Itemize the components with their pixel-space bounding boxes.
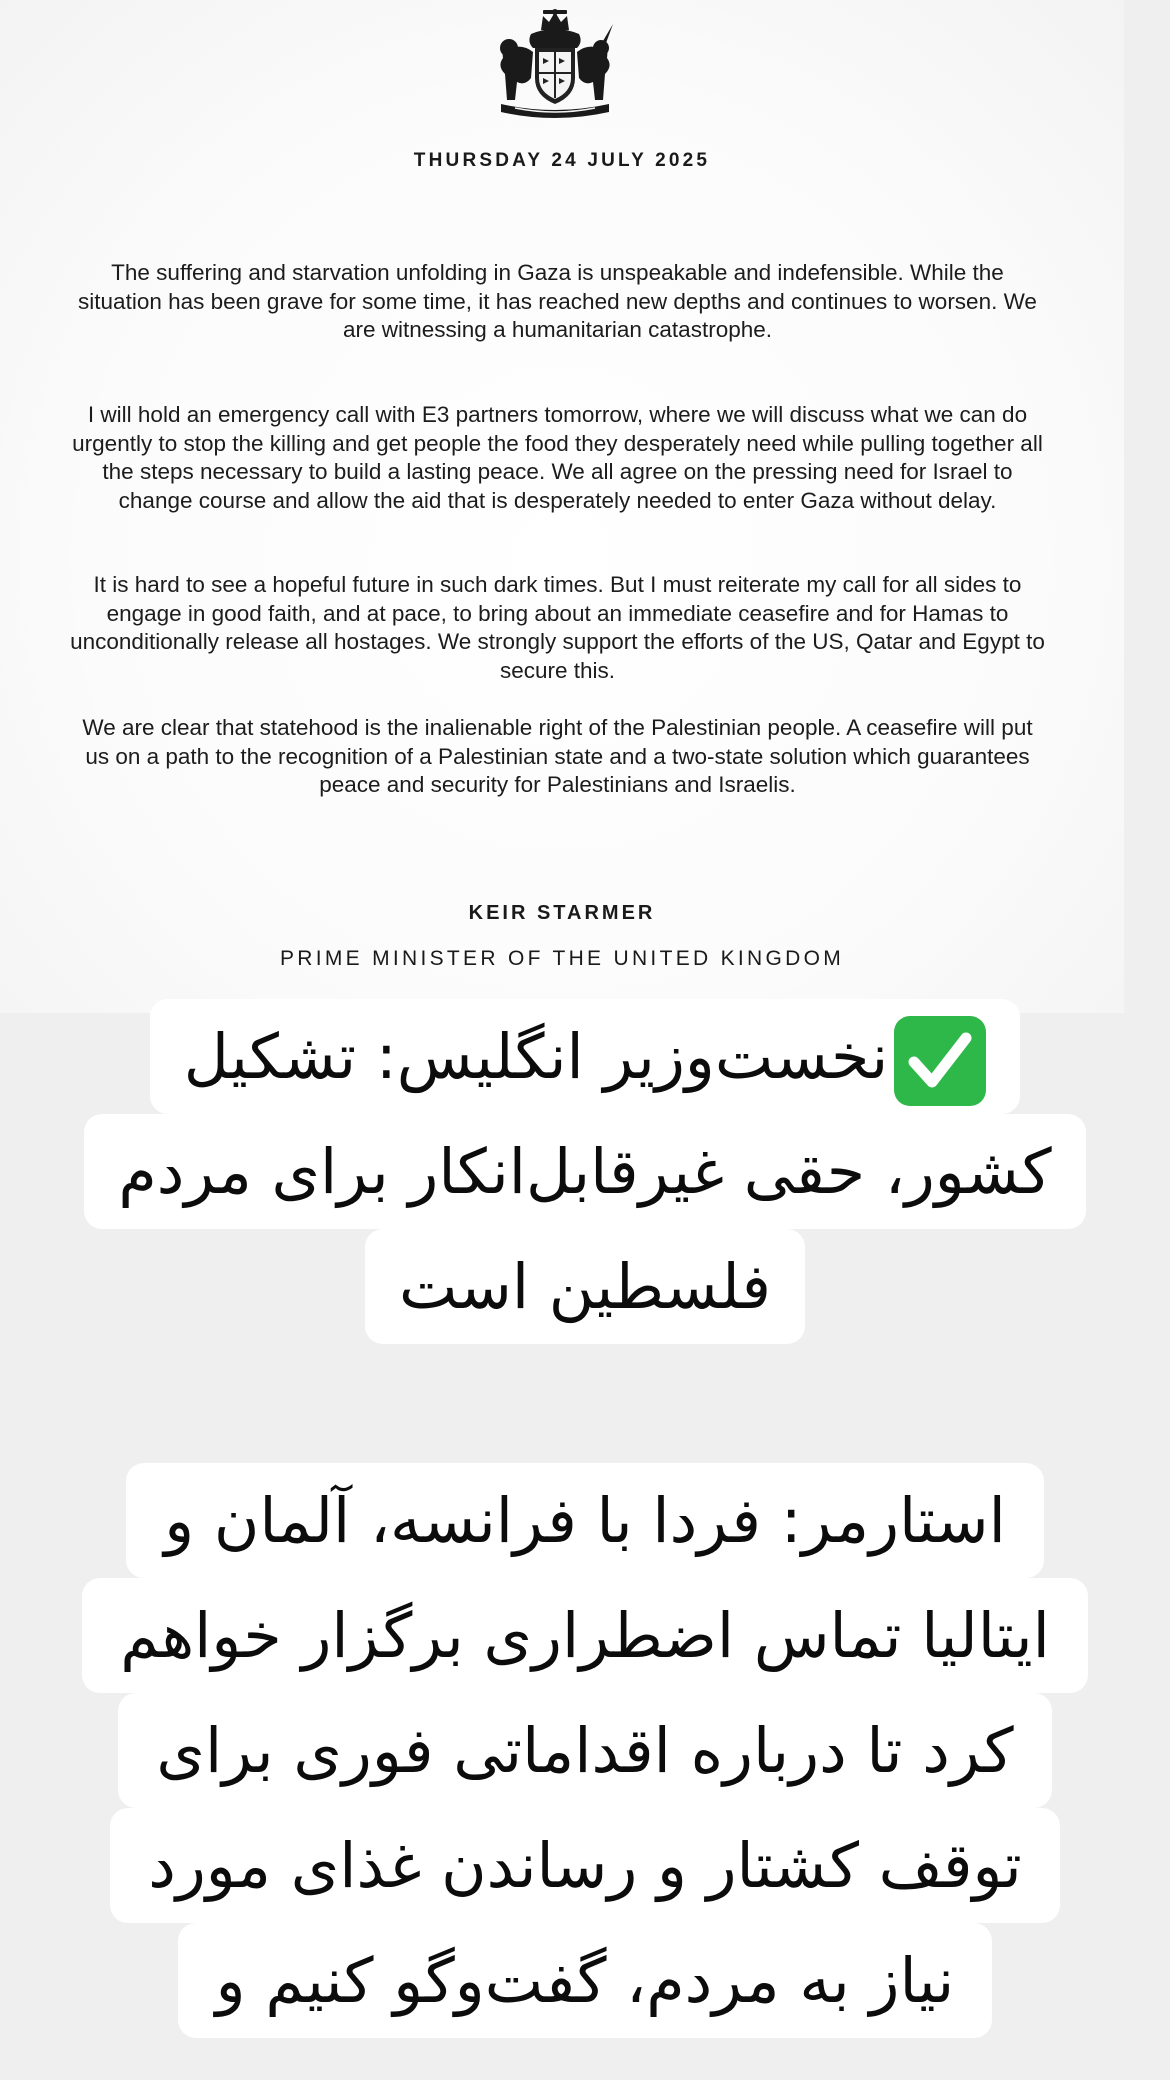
caption-line (150, 999, 1021, 1114)
letter-signer: KEIR STARMER (468, 902, 656, 924)
caption-headline (0, 999, 1170, 1344)
caption-line: کشور، حقی غیرقابل‌انکار برای مردم (84, 1114, 1085, 1229)
letter-paragraph-4: We are clear that statehood is the inalienable right of the Palestinian people. A ceasefire will put us on a path to the recognition of a Palestinian state and a two-state solution which guarantees peace and security for Palestinians and Israelis. (82, 715, 1033, 798)
royal-coat-of-arms-icon (491, 8, 619, 120)
caption-line: ایتالیا تماس اضطراری برگزار خواهم (82, 1578, 1088, 1693)
caption-line: فلسطین است (365, 1229, 805, 1344)
caption-line: توقف کشتار و رساندن غذای مورد (110, 1808, 1060, 1923)
caption-body (0, 1463, 1170, 2038)
letter-date: THURSDAY 24 JULY 2025 (413, 150, 711, 171)
caption-line-text: نخست‌وزیر انگلیس: تشکیل (183, 1020, 889, 1093)
caption-line: کرد تا درباره اقداماتی فوری برای (118, 1693, 1051, 1808)
check-mark-button-icon (894, 1016, 986, 1106)
letter-image (0, 0, 1124, 1013)
letter-paragraph-3: It is hard to see a hopeful future in such dark times. But I must reiterate my call for all sides to engage in good faith, and at pace, to bring about an immediate ceasefire and for Hamas to unconditionally release all hostages. We strongly support the efforts of the US, Qatar and Egypt to secure this. (70, 572, 1045, 683)
caption-line: استارمر: فردا با فرانسه، آلمان و (126, 1463, 1044, 1578)
caption-line: نیاز به مردم، گفت‌وگو کنیم و (178, 1923, 993, 2038)
letter-signer-role: PRIME MINISTER OF THE UNITED KINGDOM (279, 947, 845, 970)
letter-paragraph-1: The suffering and starvation unfolding in Gaza is unspeakable and indefensible. While the situation has been grave for some time, it has reached new depths and continues to worsen. We are witnessing a humanitarian catastrophe. (78, 260, 1037, 343)
letter-paragraph-2: I will hold an emergency call with E3 partners tomorrow, where we will discuss what we can do urgently to stop the killing and get people the food they desperately need while pulling together all the steps necessary to build a lasting peace. We all agree on the pressing need for Israel to change course and allow the aid that is desperately needed to enter Gaza without delay. (72, 402, 1043, 513)
